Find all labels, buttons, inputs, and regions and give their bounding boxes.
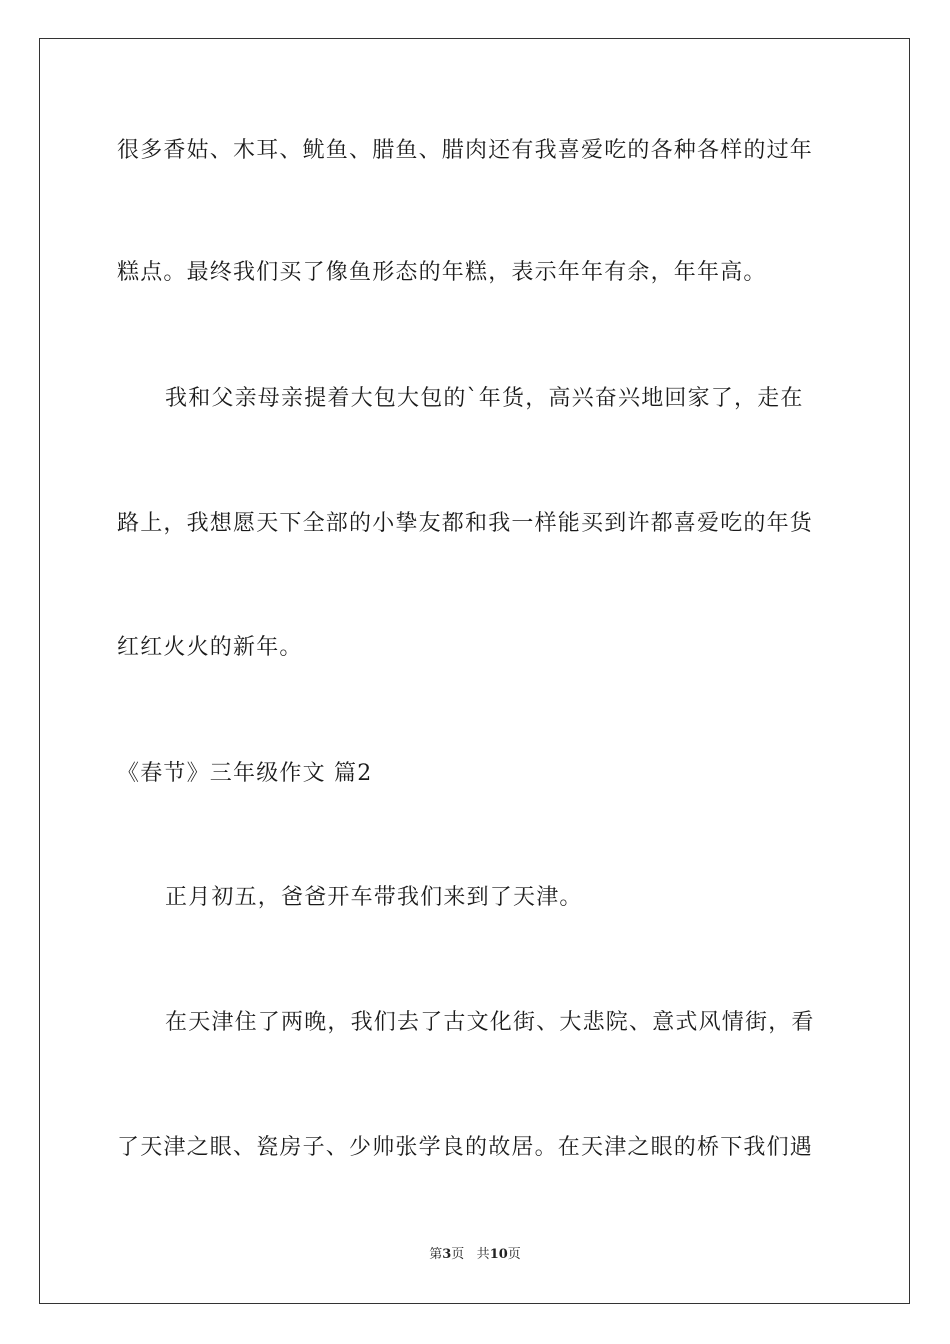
- current-page-number: 3: [442, 1247, 452, 1262]
- total-label-suffix: 页: [507, 1247, 521, 1262]
- paragraph-start-line: 我和父亲母亲提着大包大包的`年货，高兴奋兴地回家了，走在: [165, 386, 804, 411]
- text-line: 糕点。最终我们买了像鱼形态的年糕，表示年年有余，年年高。: [117, 260, 767, 285]
- paragraph-start-line: 正月初五，爸爸开车带我们来到了天津。: [165, 885, 583, 910]
- text-line: 红红火火的新年。: [117, 635, 303, 660]
- page-footer: [0, 1246, 950, 1264]
- text-line: 路上，我想愿天下全部的小挚友都和我一样能买到许都喜爱吃的年货: [117, 511, 814, 536]
- total-label-prefix: 共: [476, 1247, 490, 1262]
- text-line: 很多香姑、木耳、鱿鱼、腊鱼、腊肉还有我喜爱吃的各种各样的过年: [117, 138, 814, 163]
- page-frame: [39, 38, 910, 1304]
- text-line: 了天津之眼、瓷房子、少帅张学良的故居。在天津之眼的桥下我们遇: [117, 1135, 814, 1160]
- section-heading: 《春节》三年级作文 篇2: [117, 761, 373, 786]
- paragraph-start-line: 在天津住了两晚，我们去了古文化街、大悲院、意式风情街，看: [165, 1010, 815, 1035]
- page-label-suffix: 页: [451, 1247, 465, 1262]
- total-page-number: 10: [489, 1247, 508, 1262]
- page-label-prefix: 第: [429, 1247, 443, 1262]
